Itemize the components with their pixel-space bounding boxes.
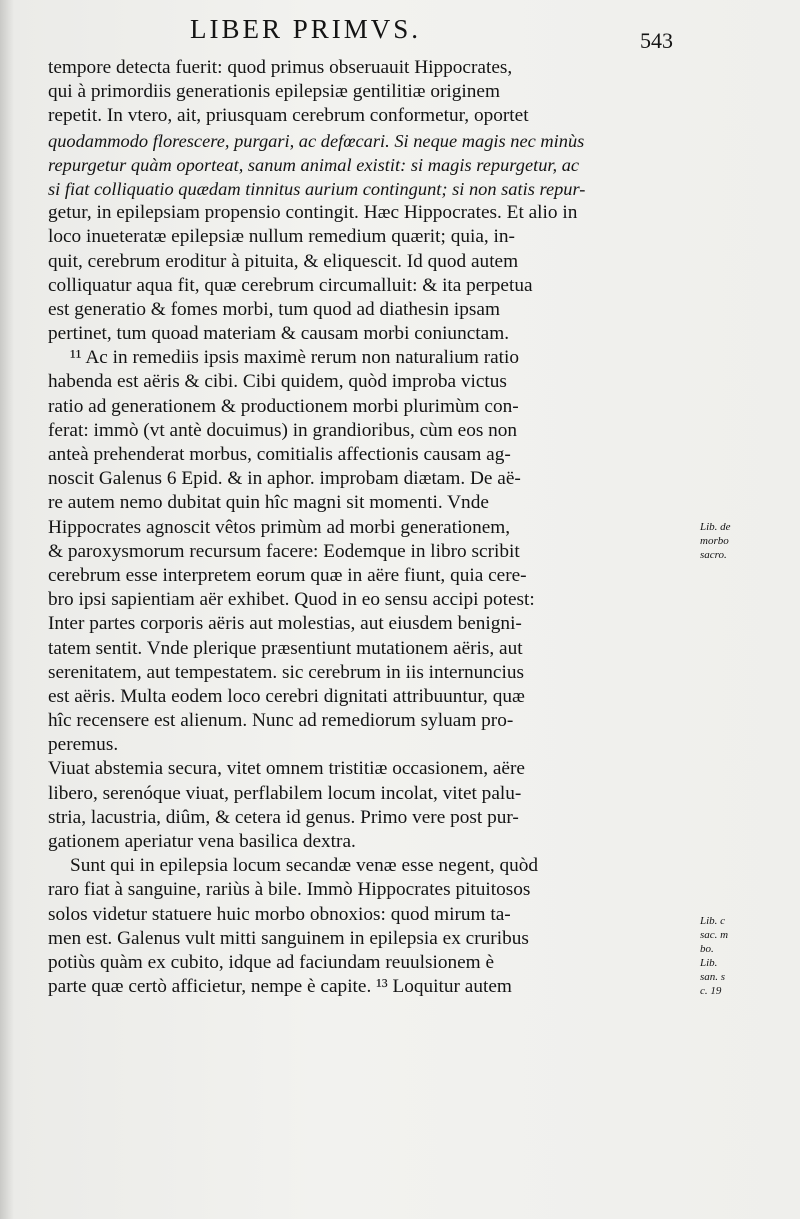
- text-line: Inter partes corporis aëris aut molestias, aut eiusdem benigni-: [48, 613, 522, 635]
- page-number: 543: [640, 28, 673, 53]
- margin-note-line: san. s: [700, 971, 726, 983]
- text-line: parte quæ certò afficietur, nempe è capite. ¹³ Loquitur autem: [48, 976, 512, 998]
- text-line: ratio ad generationem & productionem morbi plurimùm con-: [48, 395, 519, 417]
- text-line: re autem nemo dubitat quin hîc magni sit momenti. Vnde: [48, 492, 489, 514]
- text-line: repetit. In vtero, ait, priusquam cerebrum conformetur, oportet: [48, 105, 529, 127]
- text-line: Viuat abstemia secura, vitet omnem tristitiæ occasionem, aëre: [48, 758, 525, 780]
- text-line: anteà prehenderat morbus, comitialis affectionis causam ag-: [48, 444, 511, 465]
- text-line: peremus.: [48, 734, 119, 756]
- text-line: repurgetur quàm oporteat, sanum animal existit: si magis repurgetur, ac: [48, 154, 580, 175]
- text-line: Hippocrates agnoscit vêtos primùm ad morbi generationem,: [48, 516, 511, 538]
- text-line: solos videtur statuere huic morbo obnoxios: quod mirum ta-: [48, 903, 511, 925]
- text-line: est generatio & fomes morbi, tum quod ad diathesin ipsam: [48, 298, 500, 320]
- text-line: bro ipsi sapientiam aër exhibet. Quod in eo sensu accipi potest:: [48, 589, 535, 611]
- text-line: stria, lacustria, diûm, & cetera id genus. Primo vere post pur-: [48, 806, 519, 828]
- text-line: potiùs quàm ex cubito, idque ad faciundam reuulsionem è: [48, 951, 495, 973]
- body-text: [48, 56, 688, 999]
- text-line: & paroxysmorum recursum facere: Eodemque in libro scribit: [48, 540, 520, 562]
- text-line: men est. Galenus vult mitti sanguinem in epilepsia ex cruribus: [48, 927, 529, 949]
- margin-note-line: c. 19: [700, 985, 722, 997]
- text-line: tatem sentit. Vnde plerique præsentiunt mutationem aëris, aut: [48, 637, 523, 659]
- text-line: loco inueteratæ epilepsiæ nullum remedium quærit; quia, in-: [48, 226, 515, 248]
- text-line: ¹¹ Ac in remediis ipsis maximè rerum non naturalium ratio: [70, 347, 520, 369]
- text-line: cerebrum esse interpretem eorum quæ in aëre fiunt, quia cere-: [48, 564, 527, 586]
- margin-note-line: bo.: [700, 943, 714, 955]
- text-line: quit, cerebrum eroditur à pituita, & eliquescit. Id quod autem: [48, 250, 519, 272]
- text-line: est aëris. Multa eodem loco cerebri dignitati attribuuntur, quæ: [48, 685, 525, 707]
- margin-note-line: Lib.: [700, 957, 718, 969]
- text-line: si fiat colliquatio quædam tinnitus aurium contingunt; si non satis repur-: [48, 178, 586, 199]
- text-line: noscit Galenus 6 Epid. & in aphor. improbam diætam. De aë-: [48, 468, 521, 490]
- margin-note-line: sac. m: [700, 929, 729, 941]
- text-line: colliquatur aqua fit, quæ cerebrum circumalluit: & ita perpetua: [48, 274, 533, 296]
- margin-note-line: sacro.: [700, 549, 727, 561]
- margin-note-lib-references: [700, 914, 796, 998]
- margin-note-line: Lib. c: [700, 915, 726, 927]
- text-line: gationem aperiatur vena basilica dextra.: [48, 831, 356, 852]
- page-header: [0, 14, 800, 54]
- margin-note-line: morbo: [700, 535, 729, 547]
- text-line: qui à primordiis generationis epilepsiæ gentilitiæ originem: [48, 81, 500, 103]
- margin-note-lib-de-morbo-sacro: [700, 520, 796, 562]
- text-line: habenda est aëris & cibi. Cibi quidem, quòd improba victus: [48, 371, 507, 393]
- text-line: getur, in epilepsiam propensio contingit. Hæc Hippocrates. Et alio in: [48, 202, 578, 224]
- text-line: ferat: immò (vt antè docuimus) in grandioribus, cùm eos non: [48, 419, 518, 441]
- text-line: serenitatem, aut tempestatem. sic cerebrum in iis internuncius: [48, 661, 524, 683]
- text-line: quodammodo florescere, purgari, ac defœcari. Si neque magis nec minùs: [48, 130, 585, 151]
- margin-note-line: Lib. de: [700, 521, 731, 533]
- text-line: hîc recensere est alienum. Nunc ad remediorum syluam pro-: [48, 710, 514, 732]
- text-line: libero, serenóque viuat, perflabilem locum incolat, vitet palu-: [48, 782, 522, 804]
- text-line: pertinet, tum quoad materiam & causam morbi coniunctam.: [48, 323, 510, 345]
- text-line: tempore detecta fuerit: quod primus obseruauit Hippocrates,: [48, 57, 513, 78]
- text-line: Sunt qui in epilepsia locum secandæ venæ esse negent, quòd: [70, 855, 539, 877]
- running-head: LIBER PRIMVS.: [190, 14, 422, 44]
- text-line: raro fiat à sanguine, rariùs à bile. Immò Hippocrates pituitosos: [48, 879, 531, 901]
